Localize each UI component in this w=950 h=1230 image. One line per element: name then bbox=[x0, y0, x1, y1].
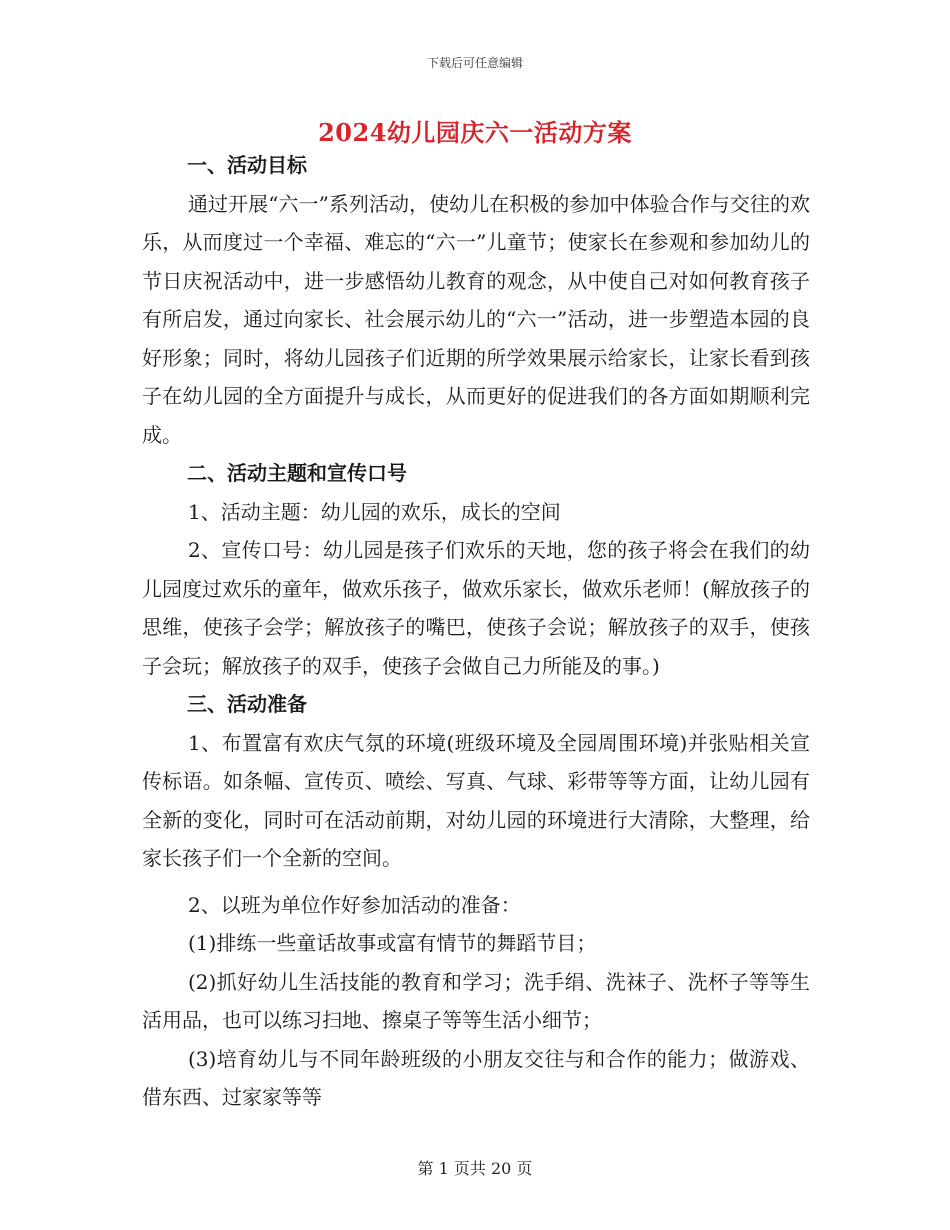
document-body bbox=[142, 146, 810, 1117]
paragraph-theme-1: 1、活动主题：幼儿园的欢乐，成长的空间 bbox=[188, 499, 561, 524]
section-heading-goal: 一、活动目标 bbox=[187, 153, 307, 177]
paragraph-prep-sub-1: (1)排练一些童话故事或富有情节的舞蹈节目； bbox=[188, 931, 597, 955]
paragraph-goal: 通过开展“六一”系列活动，使幼儿在积极的参加中体验合作与交往的欢乐，从而度过一个幸福、难忘的“六一”儿童节；使家长在参观和参加幼儿的节日庆祝活动中，进一步感悟幼儿教育的观念，从中使自己对如何教育孩子有所启发，通过向家长、社会展示幼儿的“六一”活动，进一步塑造本园的良好形象；同时，将幼儿园孩子们近期的所学效果展示给家长，让家长看到孩子在幼儿园的全方面提升与成长，从而更好的促进我们的各方面如期顺利完成。 bbox=[142, 191, 810, 447]
paragraph-theme-2: 2、宣传口号：幼儿园是孩子们欢乐的天地，您的孩子将会在我们的幼儿园度过欢乐的童年，做欢乐孩子，做欢乐家长，做欢乐老师！(解放孩子的思维，使孩子会学；解放孩子的嘴巴，使孩子会说；解放孩子的双手，使孩子会玩；解放孩子的双手，使孩子会做自己力所能及的事。) bbox=[142, 538, 810, 678]
paragraph-prep-2: 2、以班为单位作好参加活动的准备： bbox=[188, 892, 521, 917]
paragraph-prep-sub-2: (2)抓好幼儿生活技能的教育和学习；洗手绢、洗袜子、洗杯子等等生活用品，也可以练习扫地、擦桌子等等生活小细节； bbox=[142, 969, 810, 1032]
page-number-footer: 第 1 页共 20 页 bbox=[417, 1159, 533, 1178]
page-header: 下载后可任意编辑 bbox=[426, 56, 523, 70]
section-heading-theme: 二、活动主题和宣传口号 bbox=[187, 461, 407, 485]
document-title: 2024幼儿园庆六一活动方案 bbox=[318, 118, 632, 147]
paragraph-prep-1: 1、布置富有欢庆气氛的环境(班级环境及全园周围环境)并张贴相关宣传标语。如条幅、宣传页、喷绘、写真、气球、彩带等等方面，让幼儿园有全新的变化，同时可在活动前期，对幼儿园的环境进行大清除，大整理，给家长孩子们一个全新的空间。 bbox=[142, 730, 810, 870]
paragraph-prep-sub-3: (3)培育幼儿与不同年龄班级的小朋友交往与和合作的能力；做游戏、借东西、过家家等等 bbox=[142, 1046, 810, 1109]
section-heading-prep: 三、活动准备 bbox=[187, 692, 307, 716]
